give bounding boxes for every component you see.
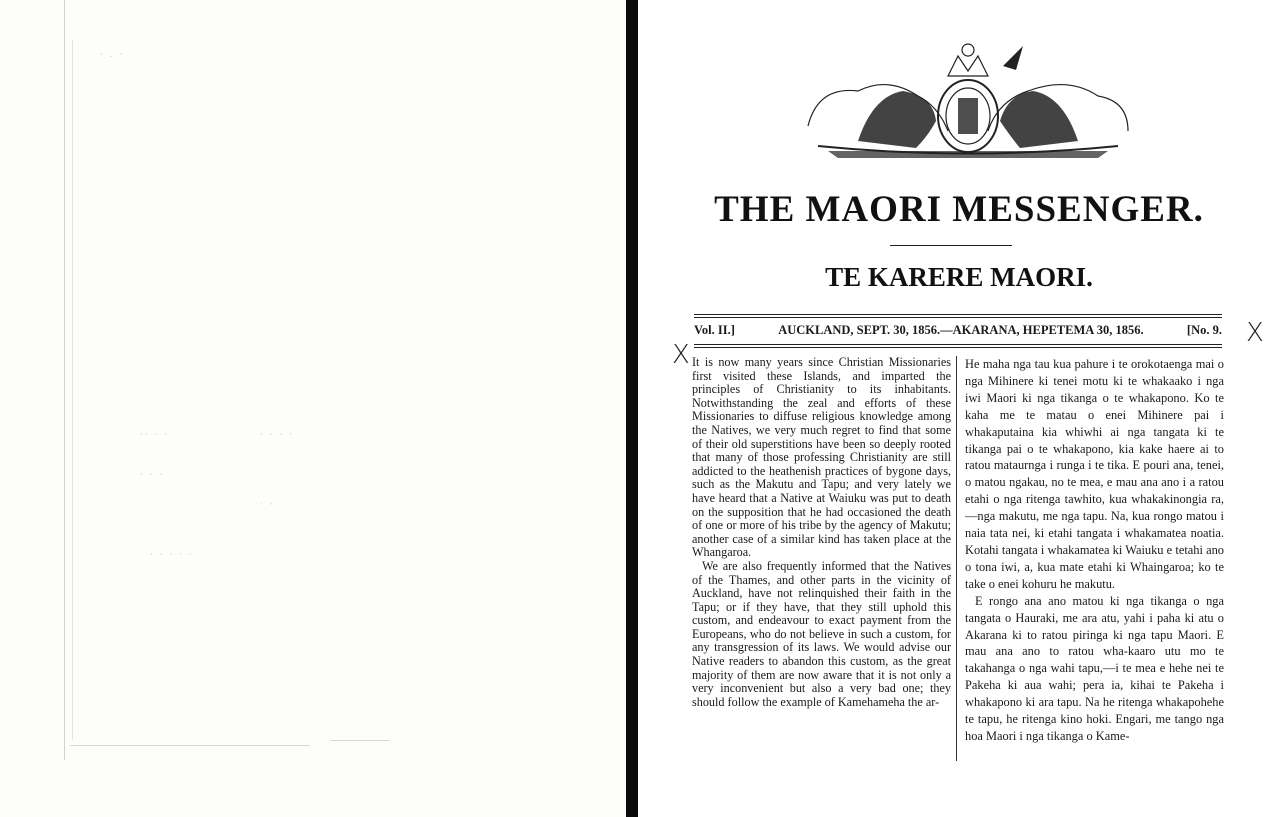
maori-paragraph: He maha nga tau kua pahure i te orokotaenga mai o nga Mihinere ki tenei motu ki te whakaako i nga iwi Maori ki nga tikanga o te whakapono. Ko te kaha me te matau o enei Mihinere pai i whakaputaina kia whiwhi ai nga tangata ki te tikanga pai o te whakapono, kia kake haere ai to ratou mataurnga i runga i te tika. E pouri ana, tenei, o matou ngakau, no te mea, e mau ana ano i a ratou etahi o nga ritenga tawhito, kua whakakinongia ra,—nga makutu, me nga tapu. Na, kua rongo matou i naia tata nei, ki etahi tangata i whakamatea noatia. Kotahi tangata i whakamatea ki Waiuku e tetahi ano o tona iwi, a, kua mate etahi ki Whaingaroa; ko te take o enei kohuru he makutu. — [965, 357, 1224, 591]
bleed-through-speck: · · · — [140, 470, 165, 480]
newspaper-subtitle: TE KARERE MAORI. — [825, 262, 1093, 292]
maori-column — [957, 356, 1224, 761]
bleed-through-line — [330, 740, 390, 741]
masthead-top-rule — [694, 314, 1222, 315]
margin-mark: X — [672, 340, 690, 370]
issue-number: [No. 9. — [1186, 323, 1222, 337]
masthead-bottom-rule — [694, 347, 1222, 348]
dateline: AUCKLAND, SEPT. 30, 1856.—AKARANA, HEPETEMA 30, 1856. — [778, 323, 1144, 337]
royal-coat-of-arms-illustration — [798, 36, 1138, 166]
english-paragraph: We are also frequently informed that the Natives of the Thames, and other parts in the vicinity of Auckland, have not relinquished their faith in the Tapu; or if they have, that they still uphold this custom, and endeavour to exact payment from the Europeans, who do not believe in such a custom, for any transgression of its laws. We would advise our Native readers to abandon this custom, as the great majority of them are now aware that it is not only a very inconvenient but also a very bad one; they should follow the example of Kamehameha the ar- — [692, 558, 951, 709]
masthead-top-rule — [694, 317, 1222, 318]
masthead-bottom-rule — [694, 344, 1222, 345]
bleed-through-speck: · . · — [100, 50, 125, 60]
maori-paragraph: E rongo ana ano matou ki nga tikanga o nga tangata o Hauraki, me ara atu, yahi i paha ki atu o Akarana ki to ratou piringa ki nga tapu Maori. E mau ana ano to ratou wha-kaaro utu mo te takahanga o nga wahi tapu,—i te mea e hehe nei te Pakeha ki aua wahi; pera ia, kihai te Pakeha i whakapono ki ara tapu. Na he ritenga whakapohehe te tapu, he ritenga kino hoki. Engari, me tango nga hoa Maori i nga tikanga o Kame- — [965, 593, 1224, 743]
blank-left-page — [0, 0, 626, 817]
bleed-through-edge — [72, 40, 73, 740]
english-column — [692, 356, 956, 761]
volume-label: Vol. II.] — [694, 323, 735, 337]
bleed-through-speck: · · · · — [260, 430, 295, 440]
bleed-through-speck: ·· · · — [140, 430, 170, 440]
masthead-dateline-row — [694, 323, 1222, 338]
article-columns — [692, 356, 1224, 766]
newspaper-title: THE MAORI MESSENGER. — [714, 189, 1204, 230]
newspaper-page — [638, 0, 1280, 817]
bleed-through-speck: · · · · · — [150, 550, 194, 560]
bleed-through-speck: · · — [260, 500, 275, 510]
bleed-through-line — [70, 745, 310, 746]
english-paragraph: It is now many years since Christian Missionaries first visited these Islands, and imparted the principles of Christianity to its inhabitants. Notwithstanding the zeal and efforts of these Missionaries to diffuse religious knowledge among the Natives, we very much regret to find that some of their old superstitions have been so deeply rooted that many of those professing Christianity are still addicted to the heathenish practices of bygone days, such as the Makutu and Tapu; and very lately we have heard that a Native at Waiuku was put to death on the supposition that he had occasioned the death of one or more of his tribe by the agency of Makutu; another case of a similar kind has taken place at the Whangaroa. — [692, 356, 951, 560]
book-spine — [626, 0, 638, 817]
bleed-through-edge — [64, 0, 65, 760]
margin-mark: X — [1246, 318, 1264, 348]
title-divider — [890, 245, 1012, 246]
